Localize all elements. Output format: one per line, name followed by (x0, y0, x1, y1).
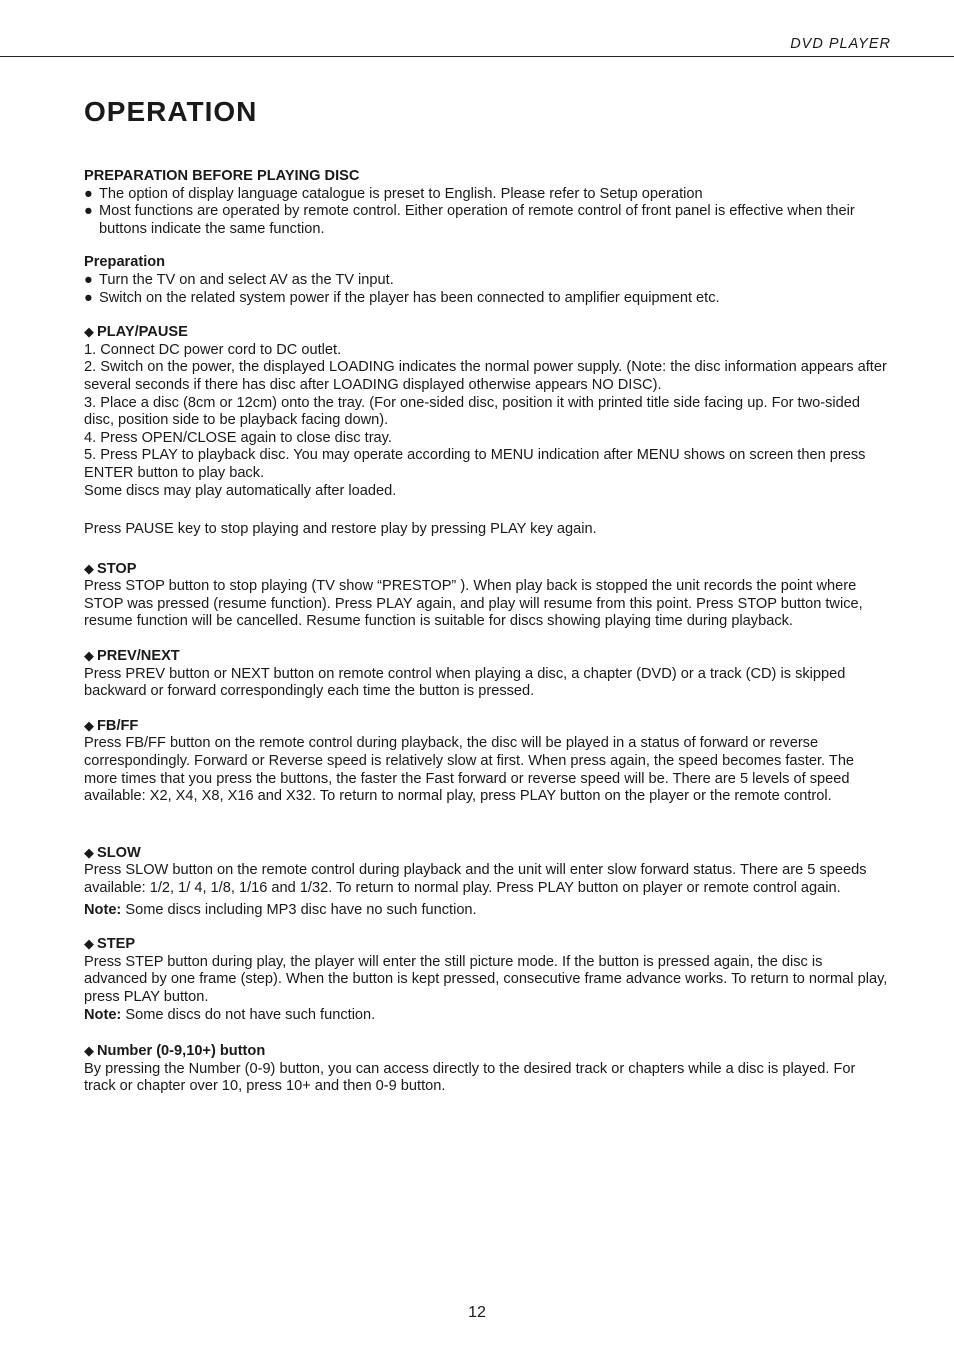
section-heading-text: Number (0-9,10+) button (97, 1043, 266, 1060)
section-heading-text: PLAY/PAUSE (97, 324, 188, 341)
diamond-icon: ◆ (84, 560, 94, 576)
section-heading-text: SLOW (97, 844, 141, 861)
bullet-dot-icon: ● (84, 185, 93, 202)
section-stop (84, 560, 889, 631)
list-item (84, 186, 889, 204)
bullet-dot-icon: ● (84, 289, 93, 306)
diamond-icon: ◆ (84, 648, 94, 664)
section-fb-ff (84, 717, 889, 806)
list-item (84, 203, 889, 238)
section-text: Press SLOW button on the remote control during playback and the unit will enter slow forward status. There are 5 speeds available: 1/2, 1/ 4, 1/8, 1/16 and 1/32. To return to normal play. Press PLAY button on player or remote control again. (84, 862, 867, 896)
section-text (84, 1061, 889, 1096)
header-label: DVD PLAYER (790, 36, 891, 52)
step-line: 5. Press PLAY to playback disc. You may operate according to MENU indication after MENU shows on screen then press ENTER button to play back. (84, 447, 866, 481)
list-item (84, 272, 889, 290)
step-line: 4. Press OPEN/CLOSE again to close disc tray. (84, 429, 392, 446)
section-heading: PREPARATION BEFORE PLAYING DISC (84, 168, 360, 184)
step-line: 3. Place a disc (8cm or 12cm) onto the tray. (For one-sided disc, position it with printed title side facing up. For two-sided disc, position side to be playback facing down). (84, 394, 860, 429)
page-number: 12 (468, 1304, 486, 1321)
note (84, 1007, 889, 1025)
diamond-icon: ◆ (84, 844, 94, 860)
section-heading (84, 647, 889, 666)
section-text: Press PREV button or NEXT button on remote control when playing a disc, a chapter (DVD) or a track (CD) is skipped backward or forward correspondingly each time the button is pressed. (84, 665, 846, 700)
section-heading (84, 844, 889, 863)
page-title: OPERATION (84, 96, 258, 127)
section-step (84, 935, 889, 1024)
pause-text: Press PAUSE key to stop playing and restore play by pressing PLAY key again. (84, 521, 597, 538)
section-heading (84, 323, 889, 342)
list-item (84, 290, 889, 308)
diamond-icon: ◆ (84, 717, 94, 733)
section-heading (84, 935, 889, 954)
page-content (84, 168, 889, 1096)
diamond-icon: ◆ (84, 936, 94, 952)
list-item-text: Turn the TV on and select AV as the TV input. (99, 271, 394, 288)
section-text: Press STOP button to stop playing (TV show “PRESTOP” ). When play back is stopped the unit records the point where STOP was pressed (resume function). Press PLAY again, and play will resume from this point. Press STOP button twice, resume function will be cancelled. Resume function is suitable for discs showing playing time during playback. (84, 578, 863, 630)
section-number (84, 1042, 889, 1096)
list-item-text: Switch on the related system power if the player has been connected to amplifier equipment etc. (99, 289, 720, 306)
number-text: By pressing the Number (0-9) button, you can access directly to the desired track or chapters while a disc is played. (84, 1060, 830, 1077)
note-text: Some discs including MP3 disc have no such function. (125, 901, 477, 918)
section-prep-disc (84, 168, 889, 238)
number-text-2: For track or chapter over 10, press 10+ and then 0-9 button. (84, 1060, 856, 1095)
section-text: Press STEP button during play, the player will enter the still picture mode. If the button is pressed again, the disc is advanced by one frame (step). When the button is kept pressed, consecutive frame advance works. To return to normal play, press PLAY button. (84, 953, 888, 1005)
section-heading (84, 560, 889, 579)
section-text: Press FB/FF button on the remote control during playback, the disc will be played in a status of forward or reverse correspondingly. Forward or Reverse speed is relatively slow at first. When press again, the speed becomes faster. The more times that you press the buttons, the faster the Fast forward or reverse speed will be. There are 5 levels of speed available: X2, X4, X8, X16 and X32. To return to normal play, press PLAY button on the player or the remote control. (84, 735, 855, 805)
section-heading-text: PREV/NEXT (97, 648, 180, 665)
section-slow (84, 844, 889, 919)
bullet-dot-icon: ● (84, 271, 93, 288)
section-heading-text: STOP (97, 560, 137, 577)
section-heading-text: FB/FF (97, 717, 139, 734)
note (84, 902, 889, 920)
step-line: 1. Connect DC power cord to DC outlet. (84, 341, 342, 358)
note-text: Some discs do not have such function. (125, 1006, 376, 1023)
list-item-text: Most functions are operated by remote control. Either operation of remote control of front panel is effective when their buttons indicate the same function. (99, 203, 855, 237)
step-line: 2. Switch on the power, the displayed LOADING indicates the normal power supply. (Note: the disc information appears after several seconds if there has disc after LOADING displayed otherwise appears NO DISC). (84, 359, 887, 393)
section-play-pause (84, 323, 889, 539)
section-heading (84, 1042, 889, 1061)
bullet-dot-icon: ● (84, 203, 93, 220)
section-heading: Preparation (84, 254, 166, 271)
note-label: Note: (84, 1006, 122, 1023)
diamond-icon: ◆ (84, 1043, 94, 1059)
section-heading (84, 717, 889, 736)
header-rule (0, 56, 954, 57)
step-line: Some discs may play automatically after loaded. (84, 482, 397, 499)
list-item-text: The option of display language catalogue is preset to English. Please refer to Setup operation (99, 185, 703, 202)
section-preparation (84, 254, 889, 307)
section-heading-text: STEP (97, 936, 136, 953)
diamond-icon: ◆ (84, 324, 94, 340)
note-label: Note: (84, 901, 122, 918)
section-prev-next (84, 647, 889, 701)
